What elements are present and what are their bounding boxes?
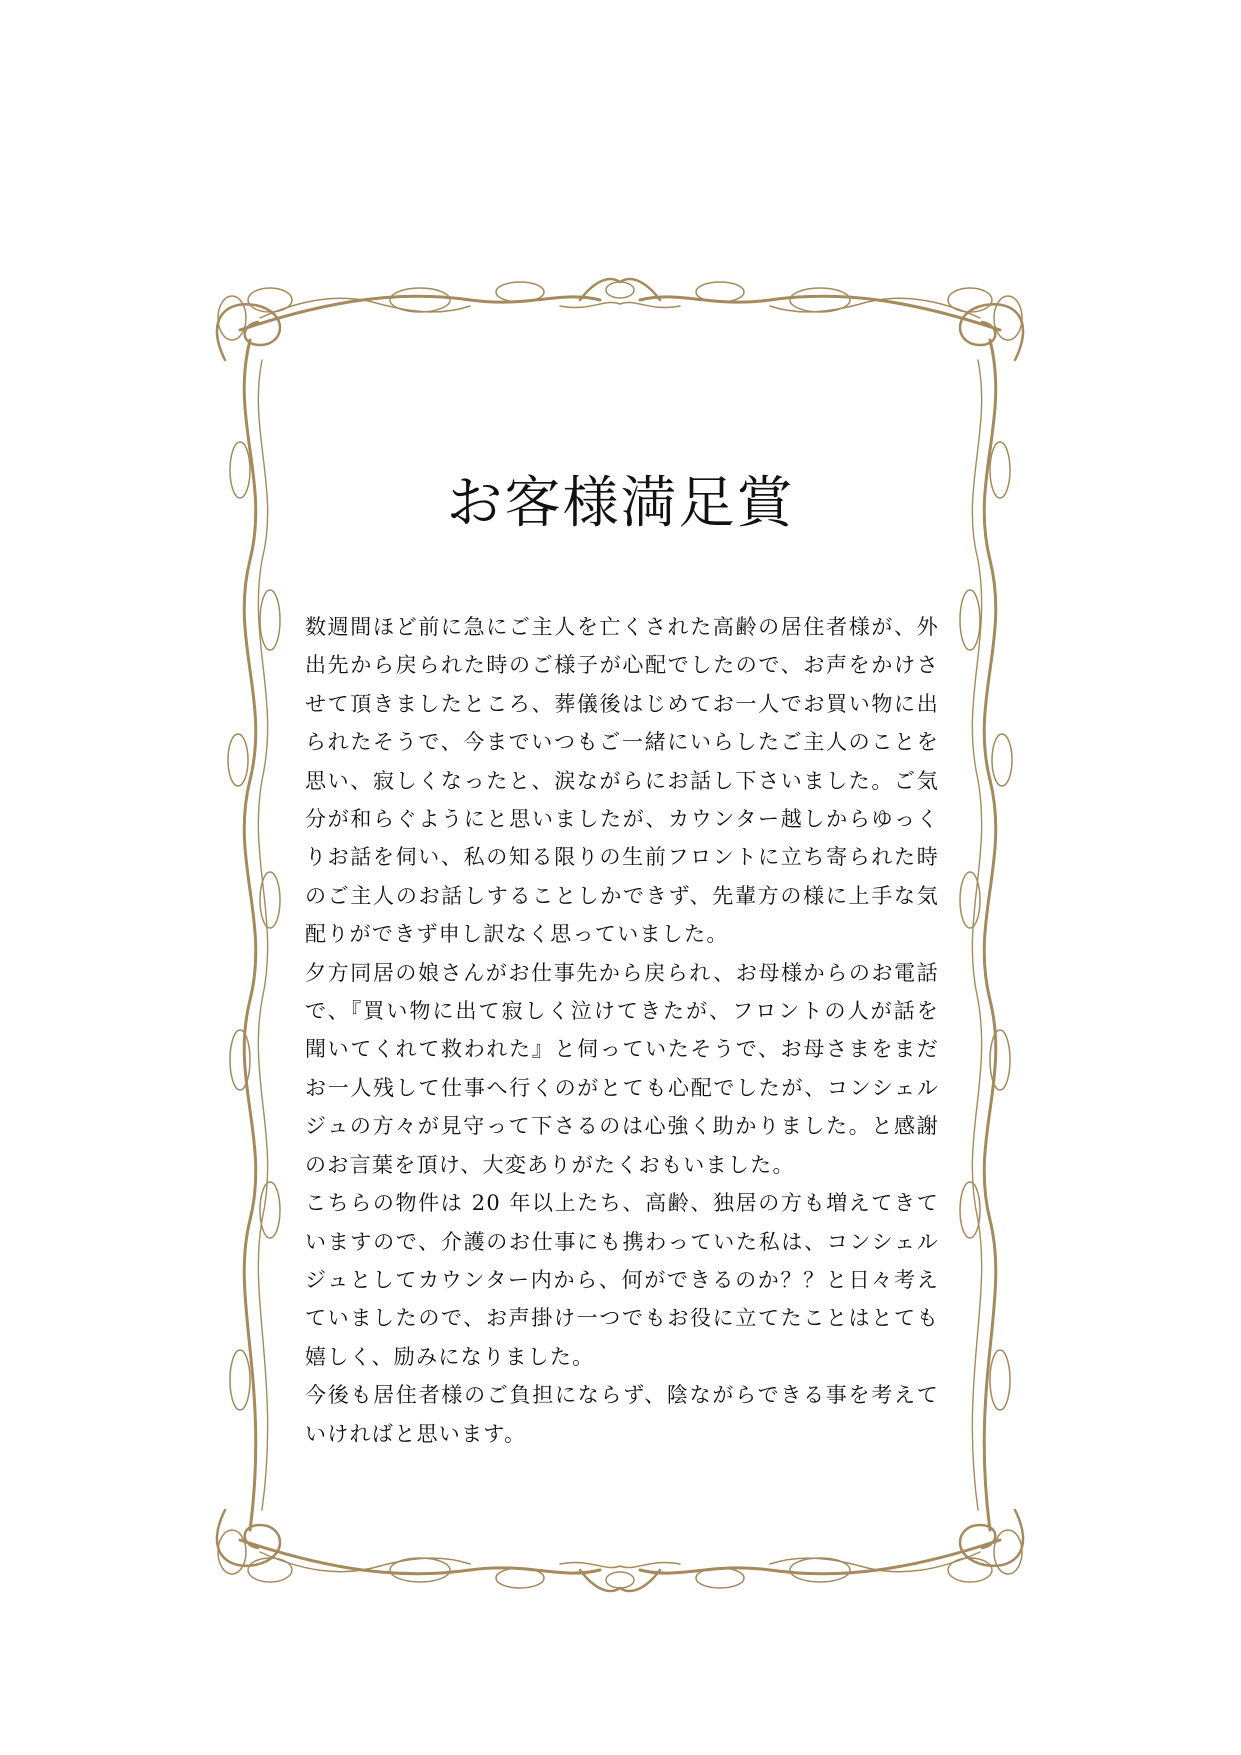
certificate-body bbox=[305, 608, 939, 1453]
body-paragraph-2: 夕方同居の娘さんがお仕事先から戻られ、お母様からのお電話で、『買い物に出て寂しく泣けてきたが、フロントの人が話を聞いてくれて救われた』と伺っていたそうで、お母さまをまだお一人残して仕事へ行くのがとても心配でしたが、コンシェルジュの方々が見守って下さるのは心強く助かりました。と感謝のお言葉を頂け、大変ありがたくおもいました。 bbox=[305, 960, 939, 1177]
body-paragraph-1: 数週間ほど前に急にご主人を亡くされた高齢の居住者様が、外出先から戻られた時のご様子が心配でしたので、お声をかけさせて頂きましたところ、葬儀後はじめてお一人でお買い物に出られたそうで、今までいつもご一緒にいらしたご主人のことを思い、寂しくなったと、涙ながらにお話し下さいました。ご気分が和らぐようにと思いましたが、カウンター越しからゆっくりお話を伺い、私の知る限りの生前フロントに立ち寄られた時のご主人のお話しすることしかできず、先輩方の様に上手な気配りができず申し訳なく思っていました。 bbox=[305, 615, 939, 947]
border-corner-top-left bbox=[217, 288, 292, 360]
body-paragraph-3: こちらの物件は 20 年以上たち、高齢、独居の方も増えてきていますので、介護のお仕事にも携わっていた私は、コンシェルジュとしてカウンター内から、何ができるのか？？と日々考えていましたので、お声掛け一つでもお役に立てたことはとても嬉しく、励みになりました。 bbox=[305, 1191, 939, 1369]
border-corner-top-right bbox=[948, 288, 1023, 360]
border-corner-bottom-left bbox=[217, 1510, 292, 1582]
border-top bbox=[240, 279, 1000, 330]
body-paragraph-4: 今後も居住者様のご負担にならず、陰ながらできる事を考えていければと思います。 bbox=[305, 1383, 939, 1446]
border-corner-bottom-right bbox=[948, 1510, 1023, 1582]
certificate-title: お客様満足賞 bbox=[446, 471, 795, 536]
border-bottom bbox=[240, 1540, 1000, 1591]
